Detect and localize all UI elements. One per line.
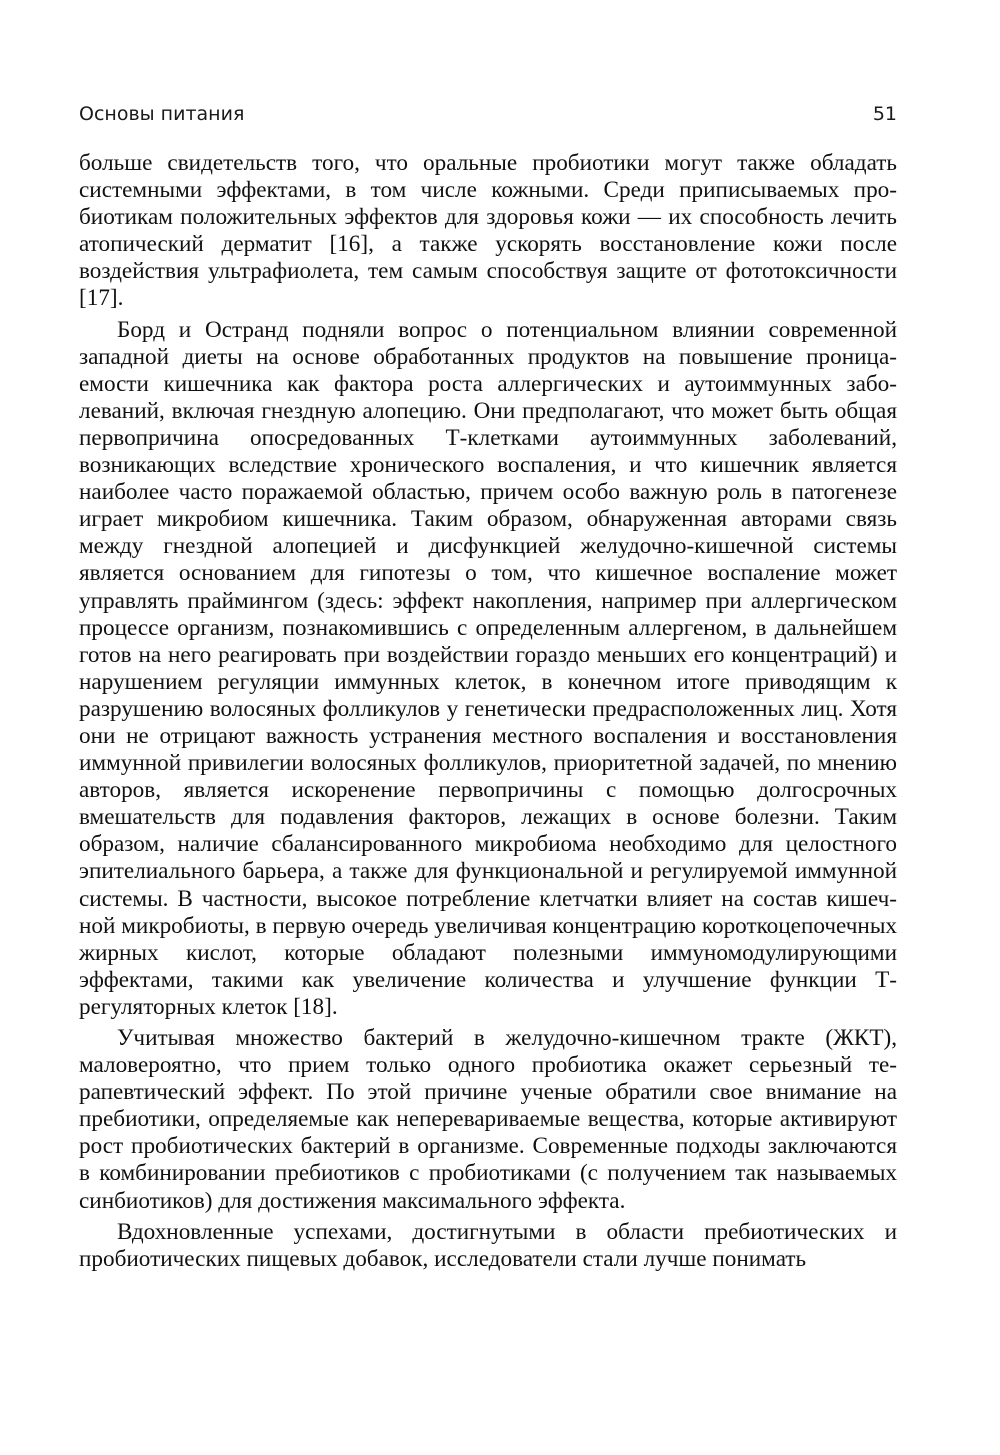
running-header [79,103,897,131]
page-number: 51 [872,103,897,125]
paragraph: Борд и Остранд подняли вопрос о потенциальном влиянии современной западной диеты на основе обработанных продуктов на повышение проницаемости кишечника как фактора роста аллергических и аутоиммунных заболеваний, включая гнездную алопецию. Они предполагают, что может быть общая первопричина опосредованных Т-клетками аутоиммунных заболеваний, возникающих вследствие хронического воспаления, и что кишечник является наиболее часто поражаемой областью, причем особо важную роль в патогенезе играет микробиом кишечника. Таким образом, обнаруженная авторами связь между гнездной алопецией и дисфункцией желудочно-кишечной системы является основанием для гипотезы о том, что кишечное воспаление может управлять праймингом (здесь: эффект накопления, например при аллергическом процессе организм, познакомившись с определенным аллергеном, в дальнейшем готов на него реагировать при воздействии гораздо меньших его концентраций) и нарушением регуляции иммунных клеток, в конечном итоге приводящим к разрушению волосяных фолликулов у генетически предрасположенных лиц. Хотя они не отрицают важность устранения местного воспаления и восстановления иммунной привилегии волосяных фолликулов, приоритетной задачей, по мнению авторов, является искоренение первопричины с помощью долгосрочных вмешательств для подавления факторов, лежащих в основе болезни. Таким образом, наличие сбалансированного микробиома необходимо для целостного эпителиального барьера, а также для функциональной и регулируемой иммунной системы. В частности, высокое потребление клетчатки влияет на состав кишечной микробиоты, в первую очередь увеличивая концентрацию короткоцепочечных жирных кислот, которые обладают полезными иммуномодулирующими эффектами, такими как увеличение количества и улучшение функции Т-регуляторных клеток [18]. [79,316,897,1020]
book-page [79,0,897,1455]
paragraph: больше свидетельств того, что оральные пробиотики могут также обладать системными эффектами, в том числе кожными. Среди приписываемых пробиотикам положительных эффектов для здоровья кожи — их способность лечить атопический дерматит [16], а также ускорять восстановление кожи после воздействия ультрафиолета, тем самым способствуя защите от фототоксичности [17]. [79,150,897,312]
body-text [79,150,897,1277]
paragraph: Учитывая множество бактерий в желудочно-кишечном тракте (ЖКТ), маловероятно, что прием только одного пробиотика окажет серьезный терапевтический эффект. По этой причине ученые обратили свое внимание на пребиотики, определяемые как неперевариваемые вещества, которые активируют рост пробиотических бактерий в организме. Современные подходы заключаются в комбинировании пребиотиков с пробиотиками (с получением так называемых синбиотиков) для достижения максимального эффекта. [79,1025,897,1214]
paragraph: Вдохновленные успехами, достигнутыми в области пребиотических и пробиотических пищевых добавок, исследователи стали лучше понимать [79,1218,897,1272]
chapter-title: Основы питания [79,103,245,125]
